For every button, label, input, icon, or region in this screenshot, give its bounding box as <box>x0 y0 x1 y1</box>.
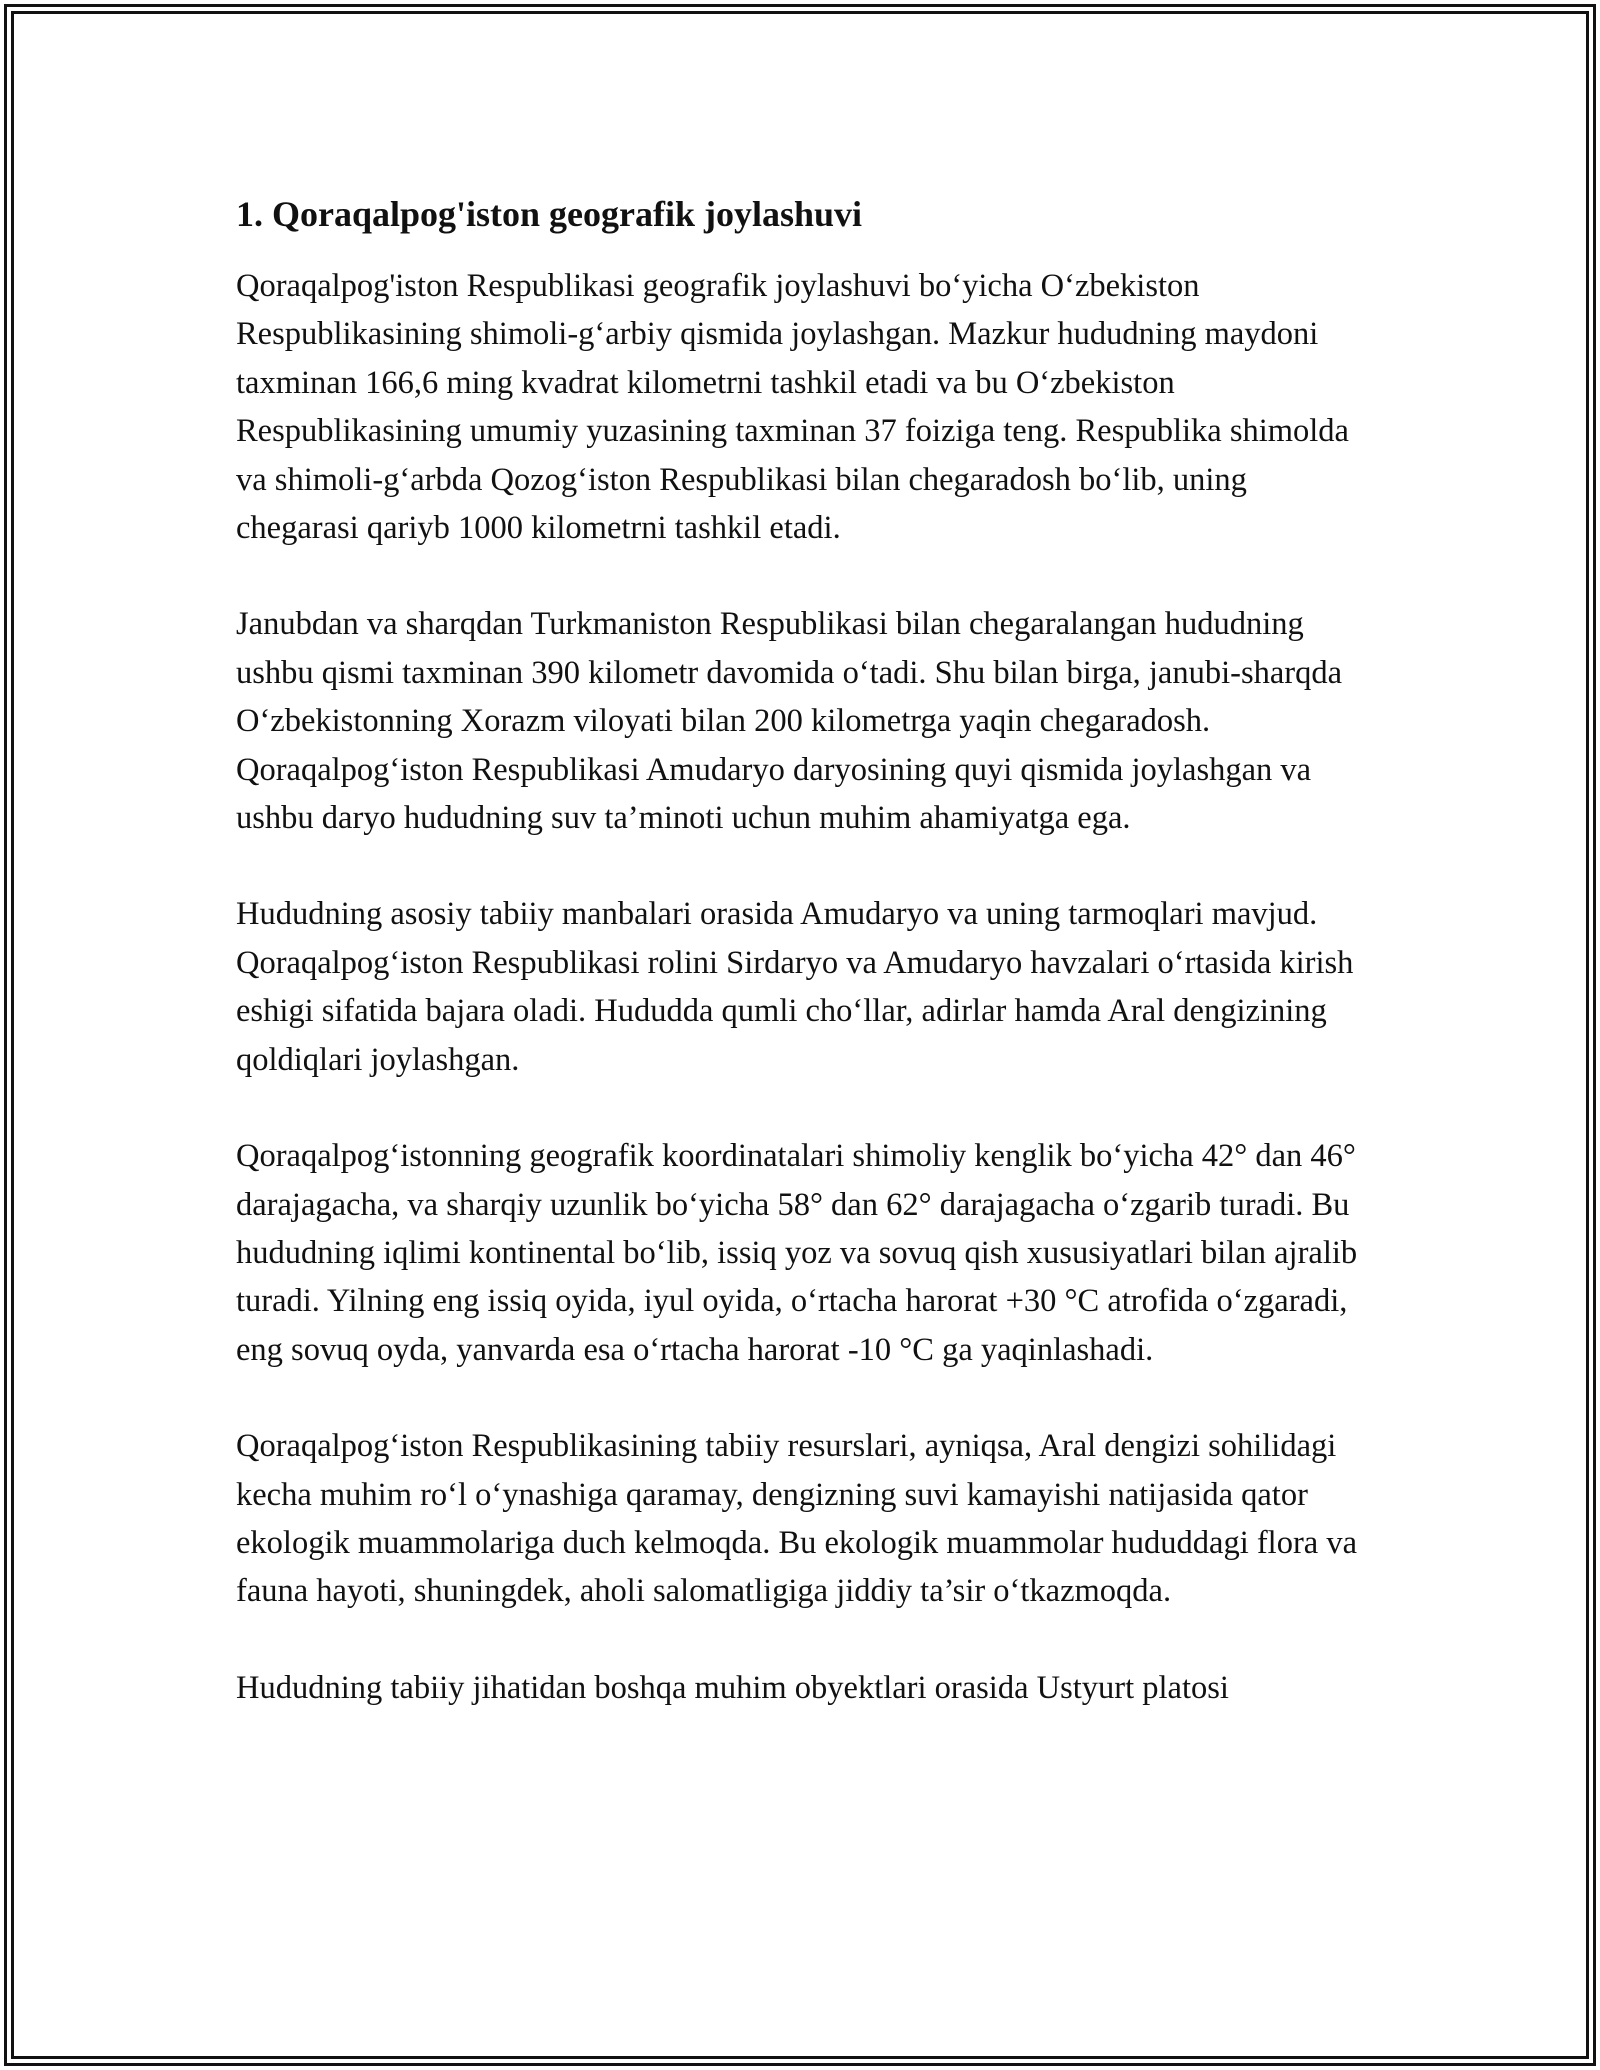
section-heading: 1. Qoraqalpog'iston geografik joylashuvi <box>236 194 863 234</box>
paragraph-other-objects: Hududning tabiiy jihatidan boshqa muhim obyektlari orasida Ustyurt platosi <box>236 1669 1229 1706</box>
paragraph-location: Qoraqalpog'iston Respublikasi geografik joylashuvi bo‘yicha O‘zbekiston Respublikasining shimoli-g‘arbiy qismida joylashgan. Mazkur hududning maydoni taxminan 166,6 ming kvadrat kilometrni tashkil etadi va bu O‘zbekiston Respublikasining umumiy yuzasining taxminan 37 foiziga teng. Respublika shimolda va shimoli-g‘arbda Qozog‘iston Respublikasi bilan chegaradosh bo‘lib, uning chegarasi qariyb 1000 kilometrni tashkil etadi. <box>236 268 1349 547</box>
paragraph-borders: Janubdan va sharqdan Turkmaniston Respublikasi bilan chegaralangan hududning ushbu qismi taxminan 390 kilometr davomida o‘tadi. Shu bilan birga, janubi-sharqda O‘zbekistonning Xorazm viloyati bilan 200 kilometrga yaqin chegaradosh. Qoraqalpog‘iston Respublikasi Amudaryo daryosining quyi qismida joylashgan va ushbu daryo hududning suv ta’minoti uchun muhim ahamiyatga ega. <box>236 606 1343 837</box>
paragraph-ecology: Qoraqalpog‘iston Respublikasining tabiiy resurslari, ayniqsa, Aral dengizi sohilidagi kecha muhim ro‘l o‘ynashiga qaramay, dengizning suvi kamayishi natijasida qator ekologik muammolariga duch kelmoqda. Bu ekologik muammolar hududdagi flora va fauna hayoti, shuningdek, aholi salomatligiga jiddiy ta’sir o‘tkazmoqda. <box>236 1428 1357 1610</box>
paragraph-natural-resources: Hududning asosiy tabiiy manbalari orasida Amudaryo va uning tarmoqlari mavjud. Qoraqalpog‘iston Respublikasi rolini Sirdaryo va Amudaryo havzalari o‘rtasida kirish eshigi sifatida bajara oladi. Hududda qumli cho‘llar, adirlar hamda Aral dengizining qoldiqlari joylashgan. <box>236 896 1354 1078</box>
document-body <box>236 186 1376 1712</box>
paragraph-coordinates-climate: Qoraqalpog‘istonning geografik koordinatalari shimoliy kenglik bo‘yicha 42° dan 46° darajagacha, va sharqiy uzunlik bo‘yicha 58° dan 62° darajagacha o‘zgarib turadi. Bu hududning iqlimi kontinental bo‘lib, issiq yoz va sovuq qish xususiyatlari bilan ajralib turadi. Yilning eng issiq oyida, iyul oyida, o‘rtacha harorat +30 °C atrofida o‘zgaradi, eng sovuq oyda, yanvarda esa o‘rtacha harorat -10 °C ga yaqinlashadi. <box>236 1138 1358 1368</box>
